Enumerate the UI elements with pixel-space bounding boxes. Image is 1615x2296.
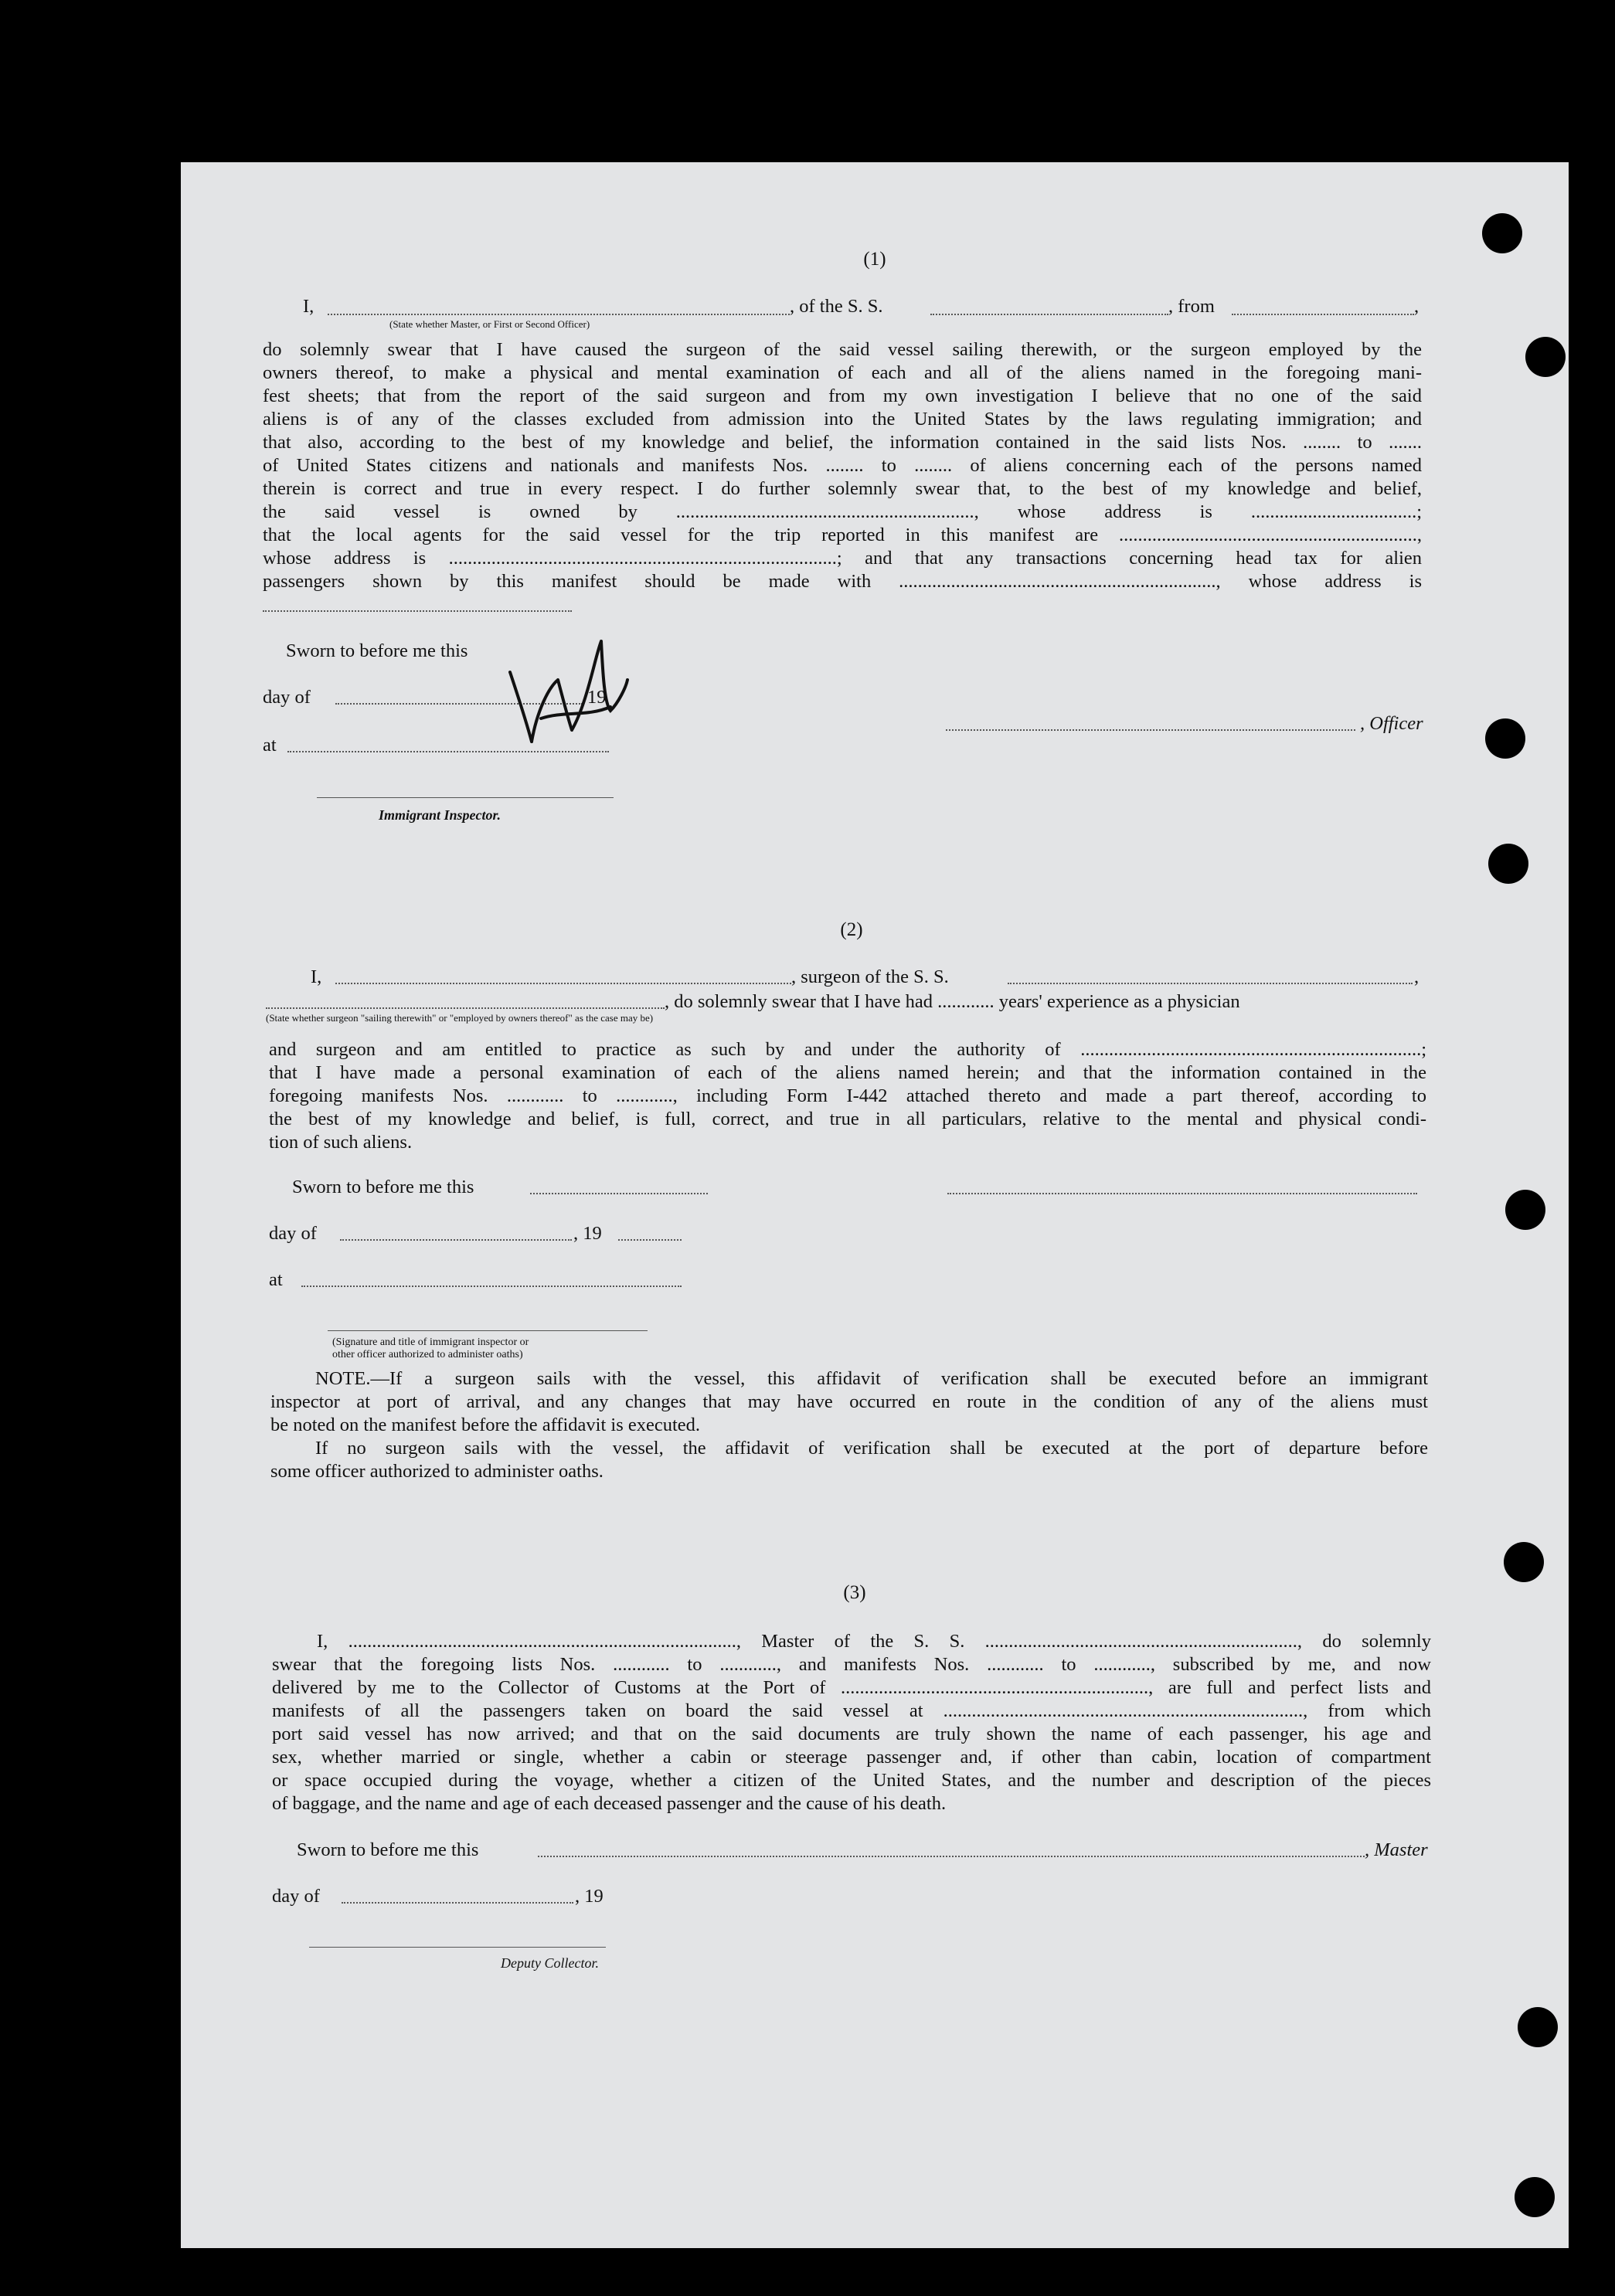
binder-hole — [1518, 2007, 1558, 2047]
s2-state-note: (State whether surgeon "sailing therewith" or "employed by owners thereof" as the case may be) — [266, 1012, 654, 1024]
s1-address-blank — [263, 610, 572, 612]
s1-inspector-label: Immigrant Inspector. — [379, 807, 502, 823]
s1-body-line: the said vessel is owned by ..............................................................., whose address is ...................................; — [263, 501, 1422, 522]
s2-body-line: tion of such aliens. — [269, 1132, 413, 1153]
s3-collector-label: Deputy Collector. — [501, 1955, 599, 1971]
s1-inspector-signature-line — [317, 797, 614, 798]
s1-body-line: aliens is of any of the classes excluded from admission into the United States by the laws regulating immigration; and — [263, 409, 1422, 430]
s1-body-line: of United States citizens and nationals and manifests Nos. ........ to ........ of aliens concerning each of the persons named — [263, 455, 1422, 476]
s2-at-label: at — [269, 1269, 283, 1290]
s3-body-line: delivered by me to the Collector of Customs at the Port of ................................................................., are full and perfect lists and — [272, 1677, 1431, 1698]
section-3-number: (3) — [843, 1582, 866, 1603]
s1-i-label: I, — [303, 296, 314, 317]
binder-hole — [1525, 337, 1566, 377]
s3-body-line: I, .................................................................................., Master of the S. S. .................................................................., do solemnly — [317, 1631, 1431, 1652]
section-2-number: (2) — [840, 919, 863, 940]
s3-body-line: sex, whether married or single, whether a cabin or steerage passenger and, if other than cabin, location of compartment — [272, 1747, 1431, 1768]
s2-sworn-label: Sworn to before me this — [292, 1177, 474, 1197]
s3-body-line: or space occupied during the voyage, whether a citizen of the United States, and the number and description of the pieces — [272, 1770, 1431, 1791]
s1-year-label: 19 — [587, 687, 607, 708]
s1-comma: , — [1414, 296, 1420, 317]
s2-body-line: that I have made a personal examination of each of the aliens named herein; and that the information contained in the — [269, 1062, 1426, 1083]
s2-at-blank — [301, 1286, 682, 1287]
s1-body-line: passengers shown by this manifest should be made with ..................................................................., whose address is — [263, 571, 1422, 592]
s3-sworn-label: Sworn to before me this — [297, 1839, 479, 1860]
binder-hole — [1485, 718, 1525, 759]
s1-body-line: whose address is ..................................................................................; and that any transactions concerning head tax for alien — [263, 548, 1422, 569]
section-1-number: (1) — [863, 249, 886, 270]
s1-state-note: (State whether Master, or First or Second Officer) — [389, 318, 590, 330]
s1-officer-signature-blank — [946, 729, 1355, 731]
s2-note-line: be noted on the manifest before the affidavit is executed. — [270, 1415, 701, 1435]
s3-body-line: of baggage, and the name and age of each deceased passenger and the cause of his death. — [272, 1793, 947, 1814]
s2-i-label: I, — [311, 966, 322, 987]
binder-hole — [1515, 2177, 1555, 2217]
s3-body-line: manifests of all the passengers taken on board the said vessel at ............................................................................, from which — [272, 1700, 1431, 1721]
s2-note-line: NOTE.—If a surgeon sails with the vessel, this affidavit of verification shall be executed before an immigrant — [315, 1368, 1428, 1389]
s2-body-line: and surgeon and am entitled to practice as such by and under the authority of ........................................................................; — [269, 1039, 1426, 1060]
s3-master-label: , Master — [1365, 1839, 1428, 1860]
binder-hole — [1504, 1542, 1544, 1582]
s1-day-of-label: day of — [263, 687, 311, 708]
s2-sworn-blank — [530, 1193, 708, 1194]
s2-vessel-blank — [1008, 983, 1413, 984]
s2-day-blank — [340, 1239, 572, 1241]
s1-body-line: that the local agents for the said vessel for the trip reported in this manifest are ..............................................................., — [263, 525, 1422, 545]
s2-note-line: inspector at port of arrival, and any changes that may have occurred en route in the condition of any of the aliens must — [270, 1391, 1428, 1412]
s1-body-line: fest sheets; that from the report of the said surgeon and from my own investigation I believe that no one of the said — [263, 385, 1422, 406]
s2-type-blank — [266, 1007, 665, 1009]
s2-year-label: , 19 — [573, 1223, 602, 1244]
s1-body-line: owners thereof, to make a physical and mental examination of each and all of the aliens named in the foregoing mani- — [263, 362, 1422, 383]
s2-name-blank — [335, 983, 791, 984]
s1-name-blank — [328, 314, 790, 315]
s3-day-blank — [342, 1902, 573, 1904]
s2-year-blank — [618, 1239, 682, 1241]
manifest-sheet — [181, 162, 1569, 2248]
s3-day-of-label: day of — [272, 1886, 320, 1907]
binder-hole — [1482, 213, 1522, 253]
s1-from-blank — [1232, 314, 1414, 315]
s3-year-label: , 19 — [575, 1886, 604, 1907]
s1-of-the-ss-label: , of the S. S. — [790, 296, 883, 317]
s2-note-line: some officer authorized to administer oaths. — [270, 1461, 604, 1482]
s2-line2: , do solemnly swear that I have had ............ years' experience as a physician — [665, 991, 1240, 1012]
s2-sig-note-1: (Signature and title of immigrant inspector or — [332, 1337, 529, 1348]
s2-body-line: foregoing manifests Nos. ............ to ............, including Form I-442 attached thereto and made a part thereof, according to — [269, 1085, 1426, 1106]
s2-inspector-signature-line — [328, 1330, 648, 1331]
s2-note-line: If no surgeon sails with the vessel, the affidavit of verification shall be executed at the port of departure before — [315, 1438, 1428, 1459]
s2-surgeon-of-label: , surgeon of the S. S. — [791, 966, 949, 987]
s1-vessel-blank — [930, 314, 1168, 315]
s1-at-label: at — [263, 735, 277, 756]
s2-comma: , — [1414, 966, 1420, 987]
s3-body-line: swear that the foregoing lists Nos. ............ to ............, and manifests Nos. ............ to ............, subscribed by me, and now — [272, 1654, 1431, 1675]
s1-officer-label: , Officer — [1360, 713, 1423, 734]
handwritten-signature — [495, 626, 634, 757]
s1-body-line: do solemnly swear that I have caused the surgeon of the said vessel sailing therewith, or the surgeon employed by the — [263, 339, 1422, 360]
s3-master-signature-blank — [538, 1856, 1365, 1857]
s3-collector-signature-line — [309, 1947, 606, 1948]
s2-day-of-label: day of — [269, 1223, 317, 1244]
binder-hole — [1505, 1190, 1545, 1230]
s2-surgeon-signature-blank — [947, 1193, 1417, 1194]
s1-body-line: that also, according to the best of my knowledge and belief, the information contained in the said lists Nos. ........ to ....... — [263, 432, 1422, 453]
binder-hole — [1488, 844, 1528, 884]
s3-body-line: port said vessel has now arrived; and that on the said documents are truly shown the name of each passenger, his age and — [272, 1724, 1431, 1744]
s1-sworn-label: Sworn to before me this — [286, 640, 468, 661]
s2-body-line: the best of my knowledge and belief, is full, correct, and true in all particulars, relative to the mental and physical condi- — [269, 1109, 1426, 1129]
s2-sig-note-2: other officer authorized to administer oaths) — [332, 1349, 523, 1360]
s1-from-label: , from — [1168, 296, 1215, 317]
s1-body-line: therein is correct and true in every respect. I do further solemnly swear that, to the best of my knowledge and belief, — [263, 478, 1422, 499]
